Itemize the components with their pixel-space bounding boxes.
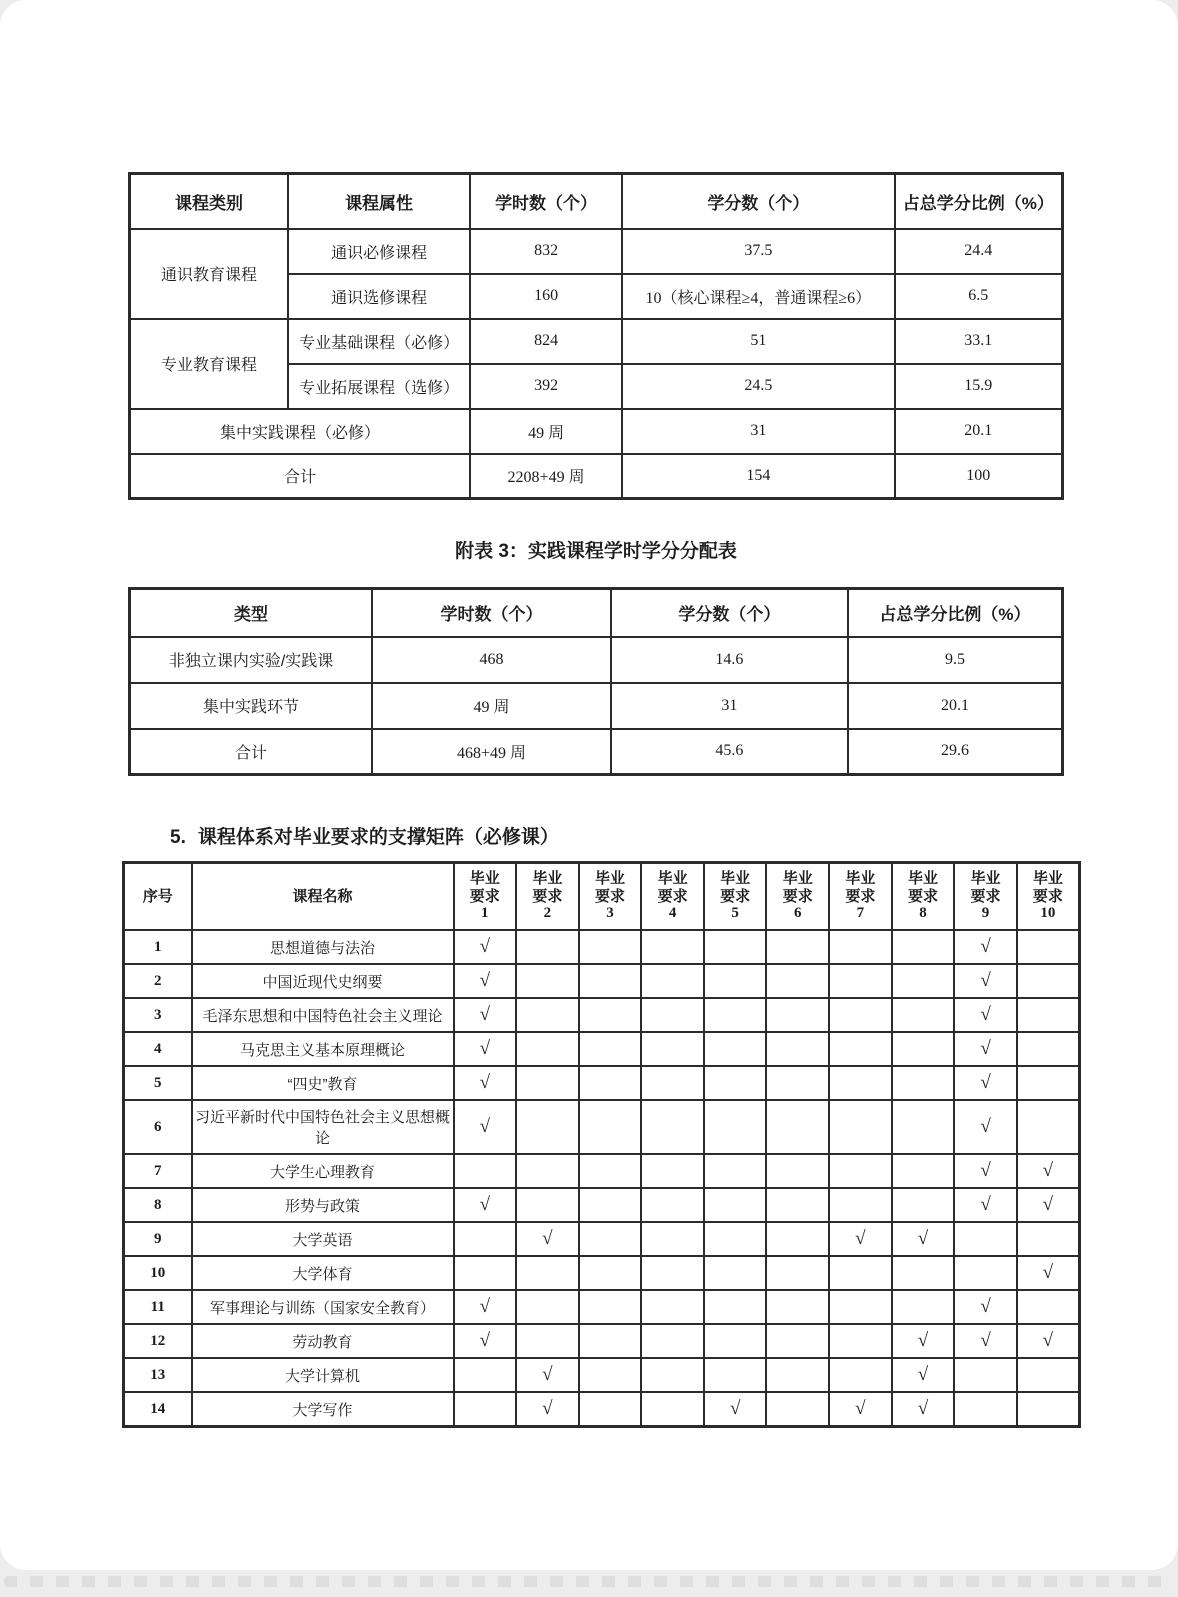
- matrix-cell-req-1: [454, 1222, 517, 1256]
- credit-cell-hours: 832: [470, 229, 622, 274]
- credit-table-row: [130, 454, 1063, 499]
- practice-cell-type: 集中实践环节: [130, 683, 373, 729]
- matrix-header-req-2: [516, 863, 579, 931]
- matrix-cell-req-4: [641, 1222, 704, 1256]
- matrix-cell-req-10: √: [1017, 1154, 1080, 1188]
- matrix-header-req-number: 5: [731, 905, 739, 922]
- matrix-cell-req-3: [579, 1290, 642, 1324]
- matrix-cell-req-7: [829, 930, 892, 964]
- matrix-cell-req-8: √: [892, 1324, 955, 1358]
- credit-cell-percent: 6.5: [895, 274, 1063, 319]
- credit-cell-category: 通识教育课程: [130, 229, 289, 319]
- matrix-cell-req-1: [454, 1154, 517, 1188]
- credit-cell-hours: 49 周: [470, 409, 622, 454]
- matrix-cell-req-5: [704, 1222, 767, 1256]
- matrix-cell-course-name: 大学计算机: [192, 1358, 454, 1392]
- matrix-cell-index: 7: [124, 1154, 192, 1188]
- support-matrix-table: [122, 861, 1081, 1428]
- credit-table-body: [130, 229, 1063, 499]
- matrix-cell-course-name: 中国近现代史纲要: [192, 964, 454, 998]
- matrix-header-index: 序号: [124, 863, 192, 931]
- matrix-cell-req-7: [829, 1100, 892, 1154]
- matrix-cell-req-5: √: [704, 1392, 767, 1427]
- practice-cell-percent: 20.1: [848, 683, 1063, 729]
- matrix-cell-req-1: √: [454, 930, 517, 964]
- credit-cell-credits: 10（核心课程≥4，普通课程≥6）: [622, 274, 894, 319]
- practice-table-row: [130, 683, 1063, 729]
- matrix-cell-req-8: [892, 964, 955, 998]
- credit-cell-label: 合计: [130, 454, 471, 499]
- matrix-cell-course-name: 习近平新时代中国特色社会主义思想概论: [192, 1100, 454, 1154]
- practice-table-body: [130, 637, 1063, 775]
- matrix-cell-req-10: [1017, 930, 1080, 964]
- matrix-row: [124, 1032, 1080, 1066]
- practice-cell-credits: 31: [611, 683, 848, 729]
- matrix-cell-course-name: 大学英语: [192, 1222, 454, 1256]
- matrix-cell-req-4: [641, 1392, 704, 1427]
- matrix-cell-req-4: [641, 1188, 704, 1222]
- matrix-cell-req-3: [579, 964, 642, 998]
- matrix-row: [124, 1290, 1080, 1324]
- matrix-cell-req-6: [766, 1154, 829, 1188]
- matrix-cell-req-3: [579, 930, 642, 964]
- matrix-cell-req-1: √: [454, 1032, 517, 1066]
- matrix-header-req-line1: 毕业: [970, 870, 1001, 887]
- matrix-header-req-line1: 毕业: [532, 870, 563, 887]
- practice-header-credits: 学分数（个）: [611, 589, 848, 637]
- matrix-cell-index: 12: [124, 1324, 192, 1358]
- matrix-cell-index: 10: [124, 1256, 192, 1290]
- matrix-header-req-9: [954, 863, 1017, 931]
- matrix-cell-req-3: [579, 1100, 642, 1154]
- matrix-cell-req-8: [892, 1100, 955, 1154]
- matrix-cell-req-3: [579, 1032, 642, 1066]
- matrix-header-course: 课程名称: [192, 863, 454, 931]
- matrix-cell-req-9: √: [954, 1100, 1017, 1154]
- credit-cell-credits: 51: [622, 319, 894, 364]
- matrix-cell-req-6: [766, 998, 829, 1032]
- matrix-cell-req-10: √: [1017, 1324, 1080, 1358]
- matrix-cell-req-8: √: [892, 1392, 955, 1427]
- matrix-cell-req-7: [829, 1154, 892, 1188]
- matrix-cell-req-9: [954, 1392, 1017, 1427]
- matrix-cell-req-5: [704, 1256, 767, 1290]
- matrix-header-req-number: 6: [794, 905, 802, 922]
- matrix-cell-req-5: [704, 1188, 767, 1222]
- matrix-cell-req-3: [579, 1358, 642, 1392]
- practice-table-header-row: [130, 589, 1063, 637]
- matrix-header-req-number: 1: [481, 905, 489, 922]
- matrix-cell-req-1: √: [454, 1066, 517, 1100]
- matrix-cell-req-1: √: [454, 1100, 517, 1154]
- matrix-cell-req-3: [579, 1256, 642, 1290]
- matrix-row: [124, 1188, 1080, 1222]
- matrix-header-req-line2: 要求: [907, 887, 938, 905]
- matrix-cell-req-2: [516, 1032, 579, 1066]
- matrix-cell-req-6: [766, 1290, 829, 1324]
- matrix-header-req-number: 2: [543, 905, 552, 922]
- matrix-cell-index: 1: [124, 930, 192, 964]
- matrix-cell-req-10: [1017, 1358, 1080, 1392]
- matrix-cell-req-5: [704, 930, 767, 964]
- matrix-cell-course-name: 大学生心理教育: [192, 1154, 454, 1188]
- matrix-header-req-line2: 要求: [594, 887, 625, 905]
- matrix-cell-req-9: √: [954, 1324, 1017, 1358]
- matrix-cell-req-8: √: [892, 1358, 955, 1392]
- credit-cell-attribute: 专业基础课程（必修）: [288, 319, 470, 364]
- credit-allocation-table: [128, 172, 1064, 500]
- matrix-cell-req-2: [516, 1290, 579, 1324]
- credit-cell-attribute: 通识必修课程: [288, 229, 470, 274]
- matrix-header-req-line2: 要求: [469, 887, 500, 905]
- matrix-cell-req-7: [829, 1358, 892, 1392]
- matrix-cell-req-9: √: [954, 1188, 1017, 1222]
- matrix-header-req-number: 7: [856, 905, 865, 922]
- matrix-cell-req-6: [766, 1100, 829, 1154]
- matrix-cell-req-7: [829, 1066, 892, 1100]
- practice-table-row: [130, 637, 1063, 683]
- matrix-row: [124, 964, 1080, 998]
- credit-cell-hours: 160: [470, 274, 622, 319]
- matrix-cell-req-8: √: [892, 1222, 955, 1256]
- matrix-cell-req-6: [766, 1256, 829, 1290]
- matrix-header-req-number: 9: [981, 905, 990, 922]
- matrix-header-req-line1: 毕业: [845, 870, 876, 887]
- matrix-cell-req-6: [766, 1324, 829, 1358]
- matrix-header-req-line1: 毕业: [782, 870, 813, 887]
- matrix-header-req-number: 8: [919, 905, 927, 922]
- matrix-cell-req-8: [892, 1066, 955, 1100]
- credit-cell-percent: 24.4: [895, 229, 1063, 274]
- matrix-cell-req-9: √: [954, 930, 1017, 964]
- practice-cell-type: 非独立课内实验/实践课: [130, 637, 373, 683]
- matrix-cell-req-9: √: [954, 998, 1017, 1032]
- matrix-header-req-6: [766, 863, 829, 931]
- matrix-cell-req-6: [766, 1188, 829, 1222]
- matrix-cell-course-name: 马克思主义基本原理概论: [192, 1032, 454, 1066]
- matrix-cell-req-9: √: [954, 964, 1017, 998]
- matrix-row: [124, 1392, 1080, 1427]
- matrix-cell-req-6: [766, 1032, 829, 1066]
- credit-cell-credits: 154: [622, 454, 894, 499]
- matrix-cell-req-7: [829, 1256, 892, 1290]
- matrix-cell-req-3: [579, 1222, 642, 1256]
- matrix-cell-req-7: √: [829, 1222, 892, 1256]
- matrix-header-req-line2: 要求: [782, 887, 813, 905]
- matrix-cell-course-name: 思想道德与法治: [192, 930, 454, 964]
- matrix-cell-req-1: √: [454, 1290, 517, 1324]
- credit-cell-percent: 15.9: [895, 364, 1063, 409]
- matrix-cell-index: 4: [124, 1032, 192, 1066]
- credit-header-credits: 学分数（个）: [622, 174, 894, 229]
- practice-cell-credits: 45.6: [611, 729, 848, 775]
- matrix-cell-req-10: [1017, 1066, 1080, 1100]
- credit-cell-hours: 824: [470, 319, 622, 364]
- practice-cell-hours: 468+49 周: [372, 729, 611, 775]
- matrix-cell-req-10: [1017, 1392, 1080, 1427]
- matrix-cell-course-name: 军事理论与训练（国家安全教育）: [192, 1290, 454, 1324]
- matrix-header-req-1: [454, 863, 517, 931]
- matrix-table-body: [124, 930, 1080, 1427]
- matrix-cell-req-7: [829, 1032, 892, 1066]
- matrix-cell-req-10: [1017, 1222, 1080, 1256]
- matrix-header-req-number: 3: [606, 905, 614, 922]
- matrix-header-req-line2: 要求: [532, 887, 563, 905]
- matrix-row: [124, 1154, 1080, 1188]
- matrix-cell-req-8: [892, 1032, 955, 1066]
- matrix-cell-req-8: [892, 1188, 955, 1222]
- credit-table-row: [130, 319, 1063, 364]
- matrix-row: [124, 1222, 1080, 1256]
- matrix-cell-req-9: √: [954, 1154, 1017, 1188]
- matrix-cell-req-7: [829, 1188, 892, 1222]
- page-tear-dots-icon: [4, 1576, 1174, 1587]
- matrix-cell-req-9: √: [954, 1290, 1017, 1324]
- credit-cell-percent: 33.1: [895, 319, 1063, 364]
- matrix-cell-req-5: [704, 1100, 767, 1154]
- matrix-cell-req-4: [641, 1154, 704, 1188]
- matrix-row: [124, 1066, 1080, 1100]
- matrix-cell-req-3: [579, 998, 642, 1032]
- matrix-cell-req-2: √: [516, 1222, 579, 1256]
- matrix-cell-req-4: [641, 930, 704, 964]
- matrix-cell-req-8: [892, 1290, 955, 1324]
- matrix-cell-req-2: √: [516, 1358, 579, 1392]
- matrix-header-req-10: [1017, 863, 1080, 931]
- matrix-cell-req-7: √: [829, 1392, 892, 1427]
- matrix-cell-req-4: [641, 1290, 704, 1324]
- credit-cell-label: 集中实践课程（必修）: [130, 409, 471, 454]
- matrix-cell-req-9: √: [954, 1032, 1017, 1066]
- matrix-cell-req-2: [516, 1154, 579, 1188]
- credit-cell-attribute: 专业拓展课程（选修）: [288, 364, 470, 409]
- matrix-cell-req-1: [454, 1392, 517, 1427]
- matrix-cell-req-2: [516, 1188, 579, 1222]
- practice-header-percent: 占总学分比例（%）: [848, 589, 1063, 637]
- matrix-cell-req-1: √: [454, 964, 517, 998]
- matrix-cell-req-8: [892, 930, 955, 964]
- matrix-cell-req-3: [579, 1066, 642, 1100]
- matrix-cell-req-10: [1017, 1032, 1080, 1066]
- matrix-row: [124, 930, 1080, 964]
- matrix-cell-req-4: [641, 1358, 704, 1392]
- matrix-cell-req-2: [516, 1324, 579, 1358]
- matrix-cell-req-10: [1017, 998, 1080, 1032]
- matrix-cell-req-5: [704, 1290, 767, 1324]
- matrix-cell-index: 11: [124, 1290, 192, 1324]
- matrix-cell-req-9: √: [954, 1066, 1017, 1100]
- matrix-cell-req-5: [704, 1324, 767, 1358]
- matrix-cell-index: 14: [124, 1392, 192, 1427]
- matrix-header-req-line1: 毕业: [1032, 870, 1063, 887]
- credit-cell-percent: 20.1: [895, 409, 1063, 454]
- matrix-row: [124, 1324, 1080, 1358]
- matrix-cell-req-3: [579, 1188, 642, 1222]
- matrix-cell-req-6: [766, 1222, 829, 1256]
- matrix-cell-req-6: [766, 964, 829, 998]
- matrix-header-req-line1: 毕业: [907, 870, 938, 887]
- matrix-cell-course-name: 大学体育: [192, 1256, 454, 1290]
- credit-header-category: 课程类别: [130, 174, 289, 229]
- matrix-header-req-line2: 要求: [1032, 887, 1063, 905]
- matrix-cell-req-7: [829, 964, 892, 998]
- matrix-cell-req-8: [892, 1256, 955, 1290]
- matrix-cell-req-7: [829, 1290, 892, 1324]
- matrix-row: [124, 998, 1080, 1032]
- matrix-header-req-3: [579, 863, 642, 931]
- matrix-cell-req-10: [1017, 1100, 1080, 1154]
- matrix-cell-index: 6: [124, 1100, 192, 1154]
- matrix-header-req-8: [892, 863, 955, 931]
- matrix-header-req-line2: 要求: [970, 887, 1001, 905]
- section5-heading: [170, 822, 1178, 849]
- matrix-cell-req-2: √: [516, 1392, 579, 1427]
- matrix-cell-course-name: 形势与政策: [192, 1188, 454, 1222]
- matrix-cell-req-5: [704, 1358, 767, 1392]
- section5-title-text: 课程体系对毕业要求的支撑矩阵（必修课）: [197, 827, 559, 848]
- matrix-cell-req-4: [641, 998, 704, 1032]
- matrix-cell-course-name: 大学写作: [192, 1392, 454, 1427]
- matrix-header-req-number: 4: [668, 905, 677, 922]
- credit-cell-hours: 2208+49 周: [470, 454, 622, 499]
- credit-cell-attribute: 通识选修课程: [288, 274, 470, 319]
- matrix-header-req-line1: 毕业: [594, 870, 625, 887]
- matrix-cell-req-4: [641, 1032, 704, 1066]
- matrix-cell-req-10: √: [1017, 1188, 1080, 1222]
- practice-header-hours: 学时数（个）: [372, 589, 611, 637]
- matrix-cell-req-1: [454, 1256, 517, 1290]
- page-tear-strip: [0, 1570, 1178, 1597]
- matrix-cell-req-5: [704, 998, 767, 1032]
- matrix-cell-req-4: [641, 1324, 704, 1358]
- matrix-cell-req-5: [704, 1066, 767, 1100]
- matrix-header-req-5: [704, 863, 767, 931]
- matrix-cell-req-2: [516, 998, 579, 1032]
- section5-number: 5.: [170, 827, 186, 848]
- matrix-cell-req-10: √: [1017, 1256, 1080, 1290]
- matrix-header-req-line2: 要求: [657, 887, 688, 905]
- matrix-cell-req-5: [704, 1154, 767, 1188]
- matrix-cell-index: 8: [124, 1188, 192, 1222]
- practice-cell-type: 合计: [130, 729, 373, 775]
- matrix-cell-course-name: 毛泽东思想和中国特色社会主义理论: [192, 998, 454, 1032]
- practice-table-title: 附表 3：实践课程学时学分分配表: [455, 541, 737, 562]
- matrix-cell-req-3: [579, 1324, 642, 1358]
- matrix-cell-req-6: [766, 1358, 829, 1392]
- matrix-cell-req-2: [516, 964, 579, 998]
- matrix-row: [124, 1256, 1080, 1290]
- matrix-header-req-number: 10: [1040, 905, 1056, 922]
- credit-cell-credits: 37.5: [622, 229, 894, 274]
- matrix-cell-req-4: [641, 964, 704, 998]
- matrix-cell-req-1: [454, 1358, 517, 1392]
- matrix-cell-index: 3: [124, 998, 192, 1032]
- matrix-cell-course-name: 劳动教育: [192, 1324, 454, 1358]
- credit-table-row: [130, 229, 1063, 274]
- matrix-cell-req-3: [579, 1154, 642, 1188]
- matrix-cell-index: 13: [124, 1358, 192, 1392]
- credit-table-row: [130, 409, 1063, 454]
- matrix-cell-req-2: [516, 1256, 579, 1290]
- matrix-cell-req-3: [579, 1392, 642, 1427]
- matrix-cell-req-8: [892, 998, 955, 1032]
- matrix-row: [124, 1358, 1080, 1392]
- matrix-cell-index: 9: [124, 1222, 192, 1256]
- matrix-header-req-line2: 要求: [720, 887, 751, 905]
- practice-cell-percent: 9.5: [848, 637, 1063, 683]
- matrix-cell-req-6: [766, 930, 829, 964]
- matrix-cell-req-7: [829, 998, 892, 1032]
- matrix-cell-index: 2: [124, 964, 192, 998]
- matrix-header-req-line2: 要求: [845, 887, 876, 905]
- practice-table-row: [130, 729, 1063, 775]
- credit-cell-credits: 24.5: [622, 364, 894, 409]
- matrix-cell-req-2: [516, 1066, 579, 1100]
- matrix-cell-req-1: √: [454, 1324, 517, 1358]
- matrix-cell-req-2: [516, 930, 579, 964]
- matrix-cell-req-4: [641, 1100, 704, 1154]
- matrix-cell-req-9: [954, 1358, 1017, 1392]
- matrix-cell-req-8: [892, 1154, 955, 1188]
- matrix-header-req-line1: 毕业: [469, 870, 500, 887]
- matrix-header-req-7: [829, 863, 892, 931]
- practice-cell-credits: 14.6: [611, 637, 848, 683]
- matrix-cell-req-2: [516, 1100, 579, 1154]
- matrix-cell-req-6: [766, 1066, 829, 1100]
- matrix-header-row: [124, 863, 1080, 931]
- credit-table-header-row: [130, 174, 1063, 229]
- matrix-cell-req-5: [704, 964, 767, 998]
- matrix-cell-req-10: [1017, 1290, 1080, 1324]
- credit-cell-credits: 31: [622, 409, 894, 454]
- matrix-cell-req-5: [704, 1032, 767, 1066]
- matrix-cell-req-1: √: [454, 1188, 517, 1222]
- credit-cell-percent: 100: [895, 454, 1063, 499]
- practice-cell-hours: 468: [372, 637, 611, 683]
- matrix-cell-req-7: [829, 1324, 892, 1358]
- matrix-cell-course-name: “四史”教育: [192, 1066, 454, 1100]
- matrix-cell-req-9: [954, 1222, 1017, 1256]
- matrix-cell-req-6: [766, 1392, 829, 1427]
- matrix-cell-req-9: [954, 1256, 1017, 1290]
- credit-header-hours: 学时数（个）: [470, 174, 622, 229]
- credit-header-percent: 占总学分比例（%）: [895, 174, 1063, 229]
- credit-cell-category: 专业教育课程: [130, 319, 289, 409]
- matrix-cell-req-1: √: [454, 998, 517, 1032]
- matrix-header-req-line1: 毕业: [657, 870, 688, 887]
- matrix-header-req-4: [641, 863, 704, 931]
- matrix-cell-req-4: [641, 1256, 704, 1290]
- matrix-cell-index: 5: [124, 1066, 192, 1100]
- practice-cell-hours: 49 周: [372, 683, 611, 729]
- matrix-row: [124, 1100, 1080, 1154]
- credit-header-attribute: 课程属性: [288, 174, 470, 229]
- practice-header-type: 类型: [130, 589, 373, 637]
- credit-cell-hours: 392: [470, 364, 622, 409]
- practice-allocation-table: [128, 587, 1064, 776]
- matrix-cell-req-10: [1017, 964, 1080, 998]
- practice-cell-percent: 29.6: [848, 729, 1063, 775]
- matrix-header-req-line1: 毕业: [720, 870, 751, 887]
- matrix-cell-req-4: [641, 1066, 704, 1100]
